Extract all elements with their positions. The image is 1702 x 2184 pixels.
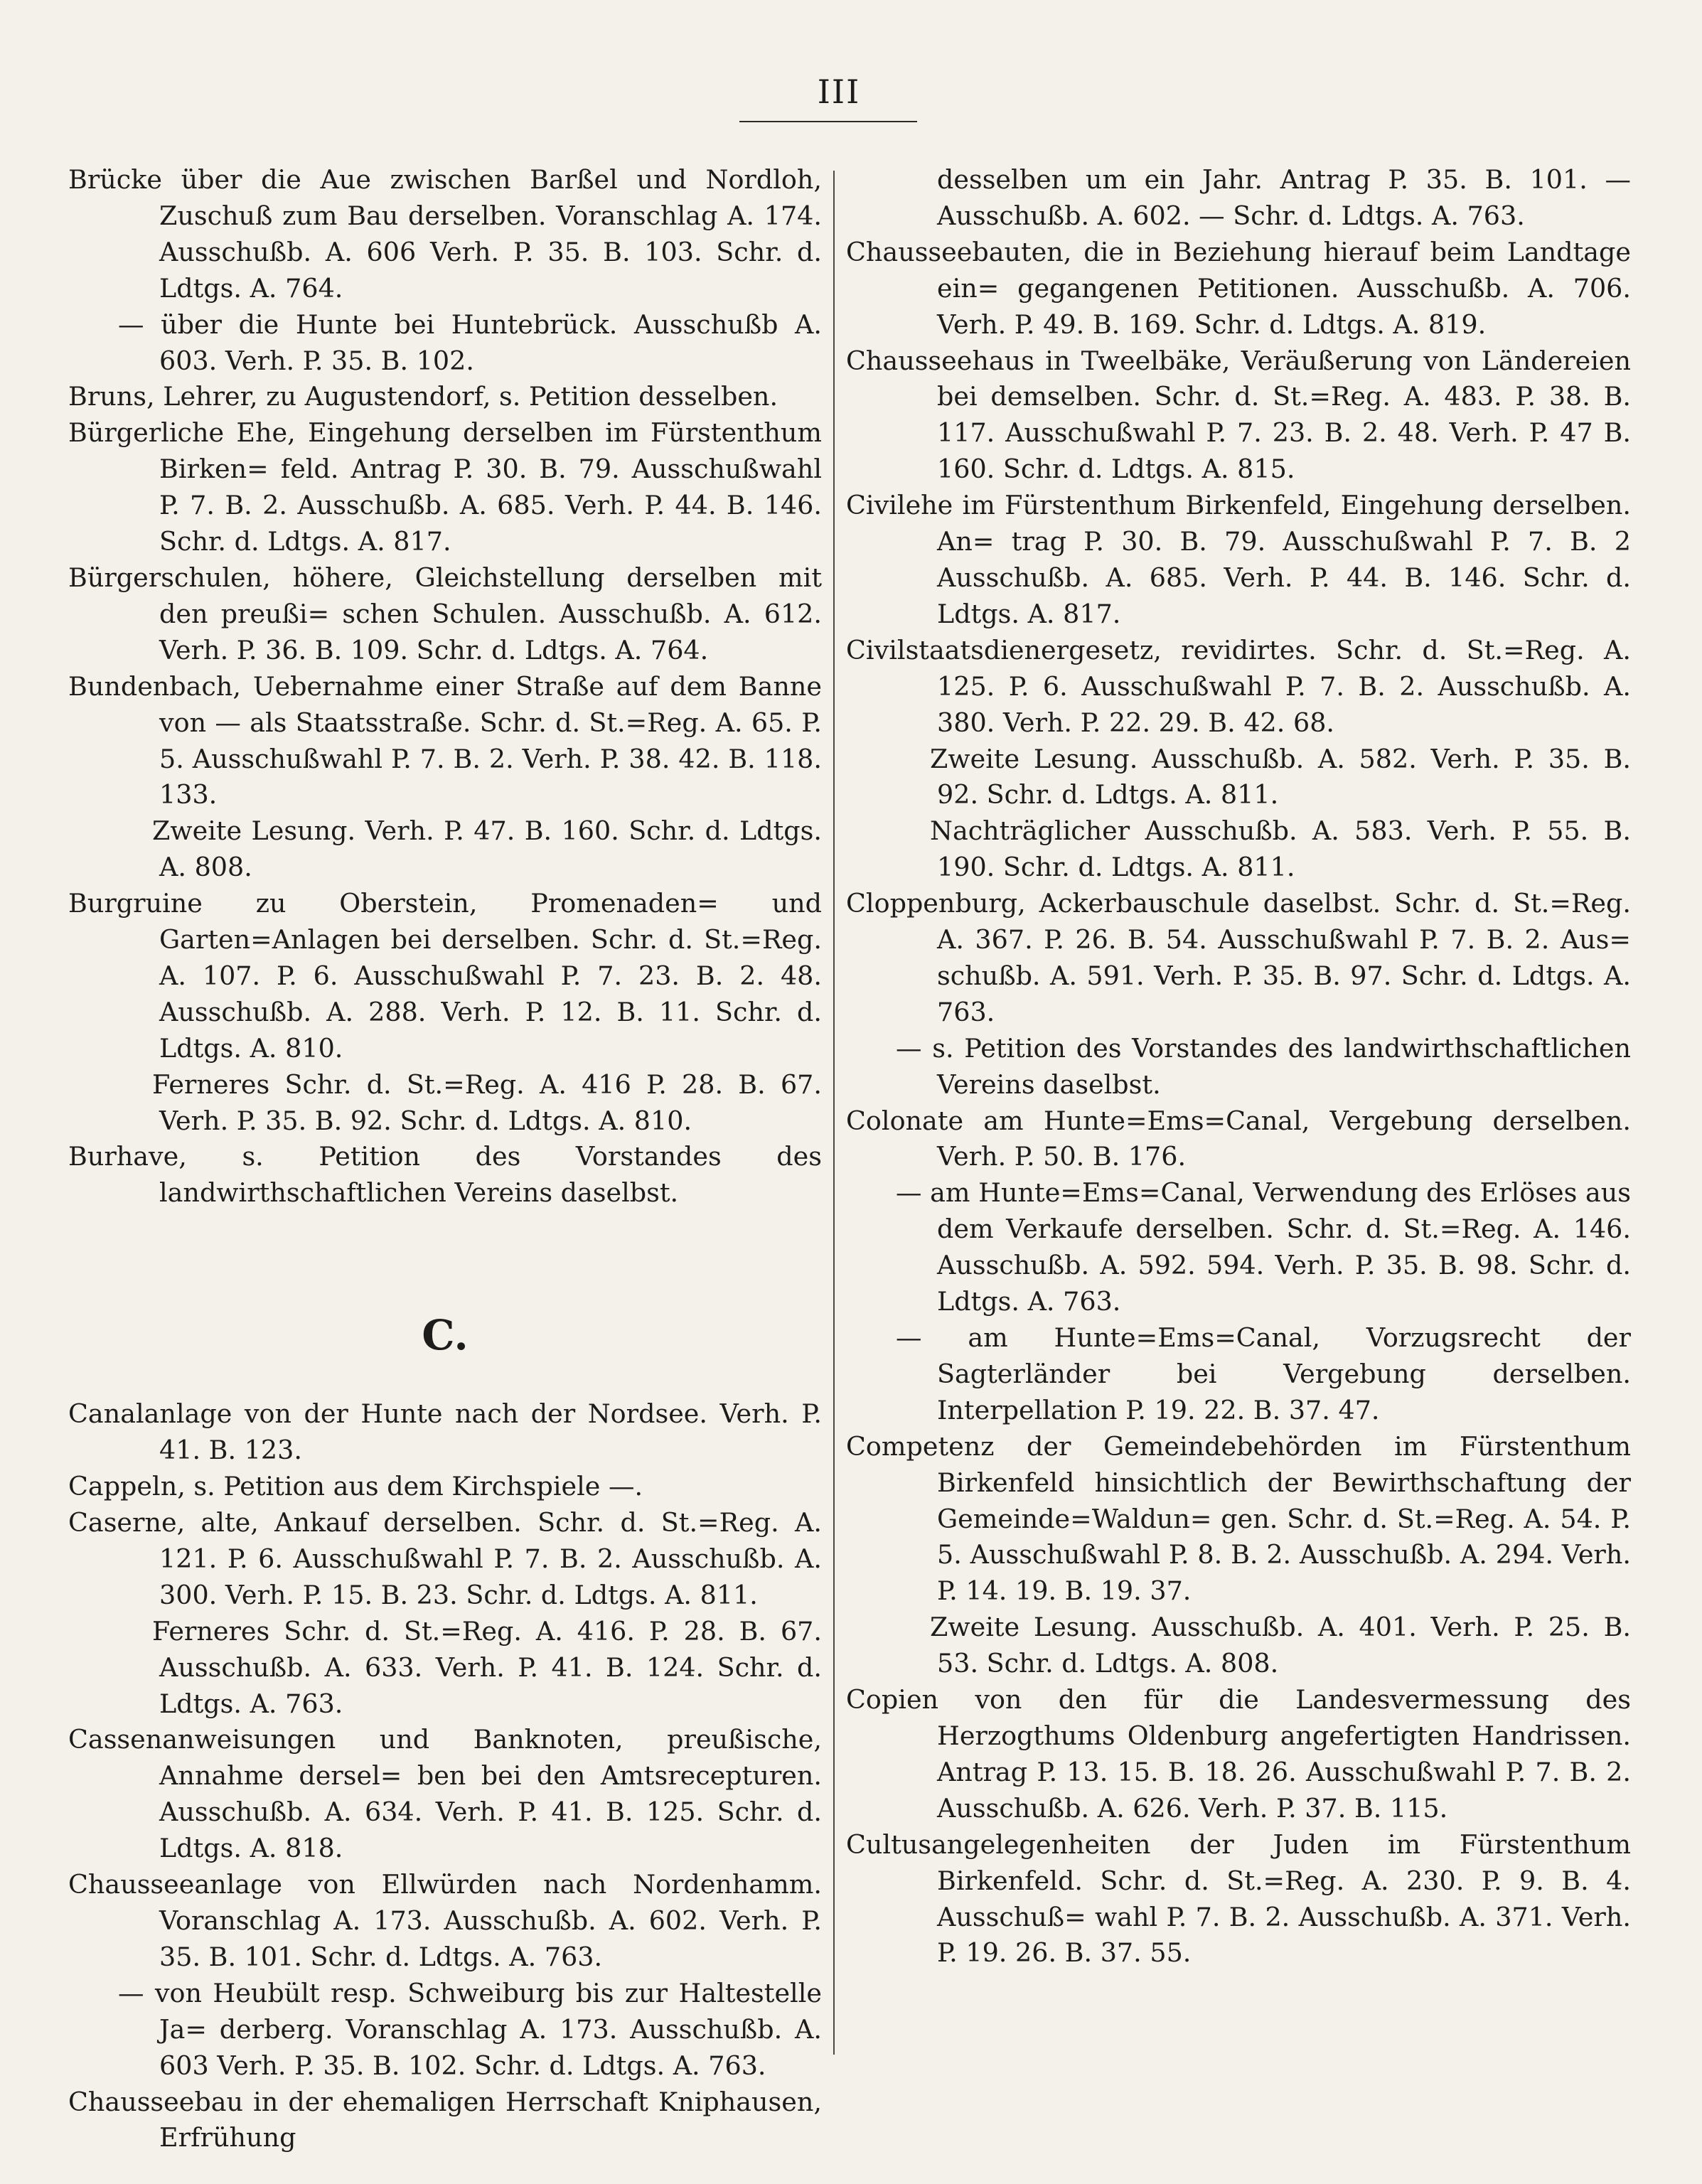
index-entry-refs: A. 808. bbox=[159, 852, 252, 883]
index-entry-refs: demselben. Schr. d. St.=Reg. A. 483. P. 38. B. 117. Ausschußwahl P. 7. 23. B. 2. 48. Verh. P. 47 B. 160. Schr. d. Ldtgs. A. 815. bbox=[937, 381, 1631, 485]
index-entry bbox=[846, 488, 1631, 633]
index-entry-refs: schen Schulen. Ausschußb. A. 612. Verh. P. 36. B. 109. Schr. d. Ldtgs. A. 764. bbox=[159, 598, 823, 665]
index-entry-refs: ben bei den Amtsrecepturen. Ausschußb. A. 634. Verh. P. 41. B. 125. Schr. d. Ldtgs. A. 818. bbox=[159, 1760, 822, 1864]
index-entry-refs: P. 6. Ausschußwahl P. 7. B. 2. Ausschußb. A. 300. Verh. P. 15. B. 23. Schr. d. Ldtgs. A. 811. bbox=[159, 1543, 822, 1610]
index-entry-head: Bruns, Lehrer, zu Augustendorf, s. Petition desselben. bbox=[68, 381, 778, 412]
index-entry-head: Zweite Lesung. Ausschußb. A. 401. Verh. P. 25. B. 53. bbox=[930, 1612, 1631, 1679]
index-entry-head: Civilehe im Fürstenthum Birkenfeld, Eingehung derselben. An= bbox=[846, 490, 1631, 557]
index-entry-refs: Schr. d. Ldtgs. A. 808. bbox=[986, 1648, 1279, 1679]
left-column bbox=[68, 162, 822, 2156]
section-letter: C. bbox=[422, 1311, 469, 1360]
index-entry-head: Bürgerliche Ehe, Eingehung derselben im Fürstenthum Birken= bbox=[68, 417, 822, 485]
index-entry-refs: P. 35. B. 92. Schr. d. Ldtgs. A. 810. bbox=[236, 1105, 692, 1136]
column-divider bbox=[833, 171, 835, 2055]
index-entry-head: Canalanlage von der Hunte nach der Nordsee. Verh. P. 41. bbox=[68, 1398, 822, 1466]
index-entry-refs: feld. Antrag P. 30. B. 79. Ausschußwahl P. 7. B. 2. Ausschußb. A. 685. Verh. P. 44. B. 146. Schr. d. Ldtgs. A. 817. bbox=[159, 454, 822, 557]
index-entry-head: Colonate am Hunte=Ems=Canal, Vergebung derselben. Verh. bbox=[846, 1105, 1631, 1172]
index-entry-head: Caserne, alte, Ankauf derselben. Schr. d. St.=Reg. A. 121. bbox=[68, 1507, 822, 1574]
index-entry bbox=[68, 886, 822, 1067]
index-entry-refs: P. 26. B. 54. Ausschußwahl P. 7. B. 2. Aus= schußb. A. 591. Verh. P. 35. B. 97. Schr. d. Ldtgs. A. 763. bbox=[937, 924, 1631, 1027]
index-entry bbox=[846, 235, 1631, 343]
index-entry-head: Bürgerschulen, höhere, Gleichstellung derselben mit den preußi= bbox=[68, 562, 822, 629]
index-entry-head: Chausseeanlage von Ellwürden nach Nordenhamm. Voranschlag bbox=[68, 1869, 822, 1936]
page-number: III bbox=[817, 73, 861, 111]
index-entry bbox=[68, 1067, 822, 1140]
index-entry-refs: B. 123. bbox=[208, 1435, 302, 1466]
index-entry-refs: derberg. Voranschlag A. 173. Ausschußb. A. 603 Verh. P. 35. B. 102. Schr. d. Ldtgs. A. 763. bbox=[159, 2013, 822, 2081]
index-entry-refs: P. 50. B. 176. bbox=[1014, 1141, 1187, 1172]
index-entry-refs: bei Vergebung derselben. Interpellation P. 19. 22. B. 37. 47. bbox=[937, 1358, 1632, 1425]
index-entry bbox=[68, 415, 822, 560]
index-entry-refs: dem Verkaufe derselben. Schr. d. St.=Reg. A. 146. Ausschußb. A. 592. 594. Verh. P. 35. B. 98. Schr. d. Ldtgs. A. 763. bbox=[937, 1214, 1631, 1317]
index-entry bbox=[68, 1139, 822, 1211]
index-entry-refs: Schr. d. Ldtgs. A. 811. bbox=[986, 779, 1279, 810]
index-entry bbox=[846, 1827, 1631, 1972]
index-entry-head: Competenz der Gemeindebehörden im Fürstenthum Birkenfeld bbox=[846, 1430, 1631, 1498]
index-entry-refs: zum Bau derselben. Voranschlag A. 174. Ausschußb. A. 606 Verh. P. 35. B. 103. Schr. d. Ldtgs. A. 764. bbox=[159, 200, 822, 304]
index-entry-head: Cappeln, s. Petition aus dem Kirchspiele —. bbox=[68, 1471, 643, 1502]
index-entry bbox=[846, 742, 1631, 814]
index-entry bbox=[846, 1682, 1631, 1827]
index-entry-head: Ferneres Schr. d. St.=Reg. A. 416 P. 28. B. 67. Verh. bbox=[152, 1069, 822, 1136]
index-entry-head: — am Hunte=Ems=Canal, Verwendung des Erlöses aus bbox=[896, 1177, 1631, 1209]
page-number-rule bbox=[739, 121, 917, 122]
index-entry-head: — von Heubült resp. Schweiburg bis zur Haltestelle Ja= bbox=[118, 1977, 822, 2045]
index-entry bbox=[68, 307, 822, 380]
index-entry-head: Ferneres Schr. d. St.=Reg. A. 416. P. 28. B. 67. bbox=[152, 1615, 822, 1647]
index-entry-refs: Ausschußwahl P. 7. B. 2. Ausschußb. A. 380. Verh. P. 22. 29. B. 42. 68. bbox=[937, 670, 1631, 738]
index-entry-refs: Verh. P. 35. B. 102. bbox=[225, 345, 474, 376]
index-entry-head: Zweite Lesung. Ausschußb. A. 582. Verh. P. 35. B. 92. bbox=[930, 743, 1631, 810]
index-entry-head: Chausseehaus in Tweelbäke, Veräußerung von Ländereien bei bbox=[846, 345, 1631, 412]
index-entry bbox=[68, 669, 822, 814]
index-entry bbox=[846, 1175, 1631, 1320]
index-entry bbox=[846, 633, 1631, 742]
index-entry-head: Zweite Lesung. Verh. P. 47. B. 160. Schr. d. Ldtgs. bbox=[152, 815, 822, 847]
index-entry bbox=[68, 2084, 822, 2157]
index-entry-refs: hinsichtlich der Bewirthschaftung der Gemeinde=Waldun= gen. Schr. d. St.=Reg. A. 54. P. 5. Ausschußwahl P. 8. B. 2. Ausschußb. A. 294. Verh. P. 14. 19. B. 19. 37. bbox=[937, 1467, 1631, 1607]
index-entry bbox=[846, 1320, 1631, 1429]
index-entry-head: desselben um ein Jahr. Antrag P. 35. B. 101. — bbox=[937, 164, 1631, 195]
index-entry bbox=[846, 1610, 1631, 1682]
index-entry-head: Civilstaatsdienergesetz, revidirtes. Schr. d. St.=Reg. A. 125. P. 6. bbox=[846, 634, 1631, 702]
index-entry-refs: Schr. d. St.=Reg. A. 230. P. 9. B. 4. Ausschuß= wahl P. 7. B. 2. Ausschußb. A. 371. Verh. P. 19. 26. B. 37. 55. bbox=[937, 1865, 1631, 1969]
index-entry bbox=[68, 1469, 822, 1505]
index-entry bbox=[846, 343, 1631, 488]
index-entry-head: Cloppenburg, Ackerbauschule daselbst. Schr. d. St.=Reg. A. 367. bbox=[846, 888, 1631, 956]
index-entry-head: Burgruine zu Oberstein, Promenaden= und Garten=Anlagen bbox=[68, 888, 822, 956]
index-entry-head: — am Hunte=Ems=Canal, Vorzugsrecht der Sagterländer bbox=[896, 1322, 1631, 1389]
index-entry-refs: Vereins daselbst. bbox=[454, 1177, 679, 1209]
index-entry-refs: Ausschußb. A. 602. — Schr. d. Ldtgs. A. 763. bbox=[937, 200, 1525, 231]
index-entry bbox=[68, 1396, 822, 1469]
index-entry-head: Nachträglicher Ausschußb. A. 583. Verh. P. 55. B. 190. bbox=[930, 815, 1631, 883]
index-entry bbox=[68, 379, 822, 415]
index-entry bbox=[68, 560, 822, 669]
index-entry bbox=[846, 1103, 1631, 1176]
index-entry bbox=[846, 1429, 1631, 1610]
index-entry-head: Cultusangelegenheiten der Juden im Fürstenthum Birkenfeld. bbox=[846, 1829, 1631, 1896]
index-entry bbox=[846, 162, 1631, 235]
index-entry bbox=[68, 1722, 822, 1867]
index-entry-refs: gegangenen Petitionen. Ausschußb. A. 706. Verh. P. 49. B. 169. Schr. d. Ldtgs. A. 819. bbox=[937, 272, 1631, 340]
index-entry-refs: trag P. 30. B. 79. Ausschußwahl P. 7. B. 2 Ausschußb. A. 685. Verh. P. 44. B. 146. Schr. d. Ldtgs. A. 817. bbox=[937, 526, 1631, 629]
index-entry bbox=[68, 1976, 822, 2084]
index-entry bbox=[68, 162, 822, 307]
index-entry bbox=[846, 886, 1631, 1031]
index-entry-head: Chausseebauten, die in Beziehung hierauf beim Landtage ein= bbox=[846, 236, 1631, 304]
index-entry bbox=[68, 1505, 822, 1614]
index-entry-head: — über die Hunte bei Huntebrück. Ausschußb A. 603. bbox=[118, 309, 822, 376]
index-entry-refs: A. 173. Ausschußb. A. 602. Verh. P. 35. B. 101. Schr. d. Ldtgs. A. 763. bbox=[159, 1905, 822, 1972]
index-entry-head: Brücke über die Aue zwischen Barßel und Nordloh, Zuschuß bbox=[68, 164, 822, 231]
index-entry-refs: Vereins daselbst. bbox=[937, 1069, 1161, 1100]
index-entry-refs: Oldenburg angefertigten Handrissen. Antrag P. 13. 15. B. 18. 26. Ausschußwahl P. 7. B. 2. Ausschußb. A. 626. Verh. P. 37. B. 115. bbox=[937, 1720, 1631, 1824]
index-entry-head: — s. Petition des Vorstandes des landwirthschaftlichen bbox=[896, 1032, 1631, 1064]
index-entry-head: Burhave, s. Petition des Vorstandes des landwirthschaftlichen bbox=[68, 1141, 822, 1209]
index-entry-refs: bei derselben. Schr. d. St.=Reg. A. 107. P. 6. Ausschußwahl P. 7. 23. B. 2. 48. Ausschußb. A. 288. Verh. P. 12. B. 11. Schr. d. Ldtgs. A. 810. bbox=[159, 924, 822, 1064]
index-entry-refs: Schr. d. Ldtgs. A. 811. bbox=[1002, 852, 1295, 883]
index-entry-head: Bundenbach, Uebernahme einer Straße auf dem Banne von bbox=[68, 670, 822, 738]
index-entry bbox=[68, 1867, 822, 1976]
index-entry bbox=[846, 1031, 1631, 1103]
index-entry bbox=[68, 1614, 822, 1723]
index-entry-refs: Ausschußb. A. 633. Verh. P. 41. B. 124. Schr. d. Ldtgs. A. 763. bbox=[159, 1652, 822, 1719]
index-entry-head: Copien von den für die Landesvermessung des Herzogthums bbox=[846, 1684, 1631, 1751]
index-entry-head: Cassenanweisungen und Banknoten, preußische, Annahme dersel= bbox=[68, 1724, 822, 1792]
index-entry bbox=[68, 813, 822, 886]
index-entry-head: Chausseebau in der ehemaligen Herrschaft Kniphausen, Erfrühung bbox=[68, 2086, 822, 2153]
right-column bbox=[846, 162, 1631, 1971]
index-entry-refs: — als Staatsstraße. Schr. d. St.=Reg. A. 65. P. 5. Ausschußwahl P. 7. B. 2. Verh. P. 38. 42. B. 118. 133. bbox=[159, 707, 822, 810]
index-entry bbox=[846, 813, 1631, 886]
